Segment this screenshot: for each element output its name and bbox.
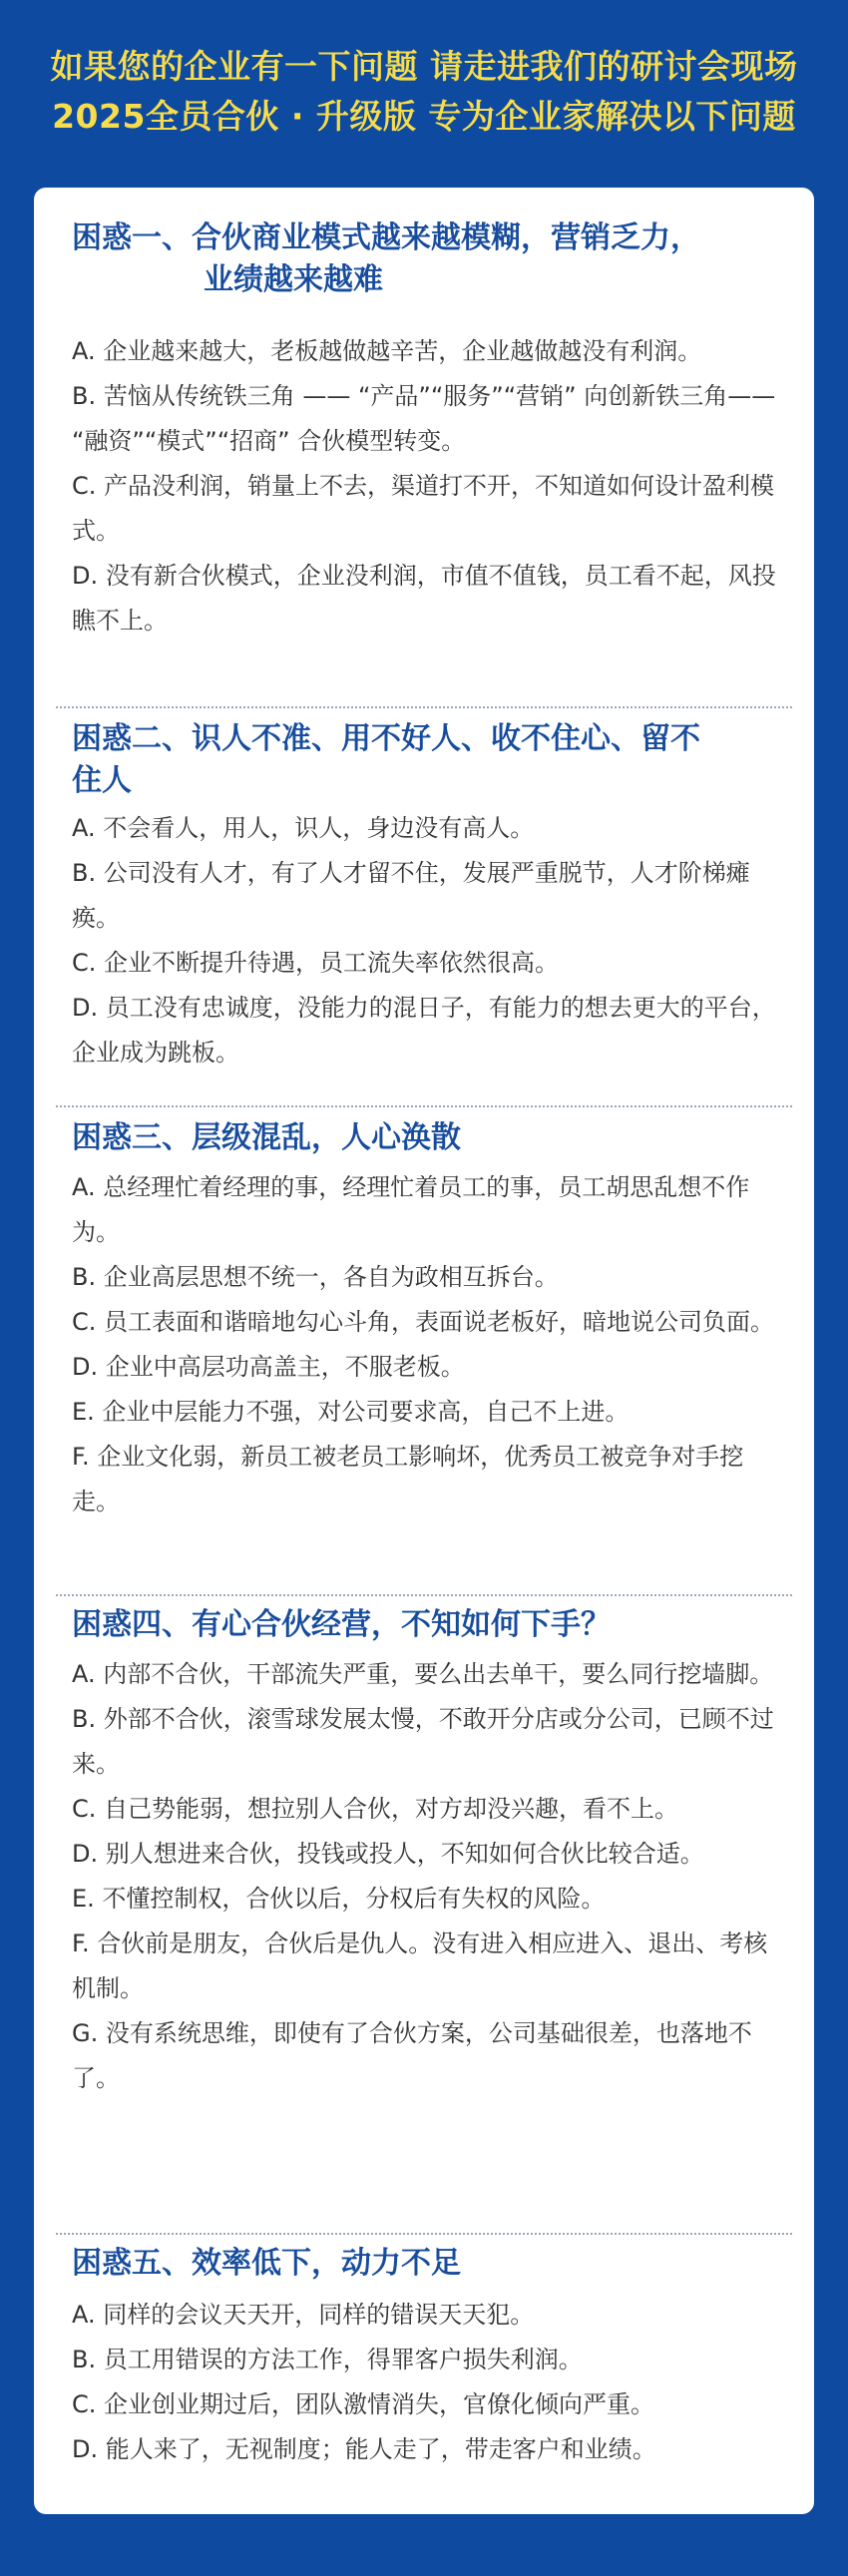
section-4-items [72,1652,782,2101]
list-item: D. 没有新合伙模式，企业没利润，市值不值钱，员工看不起，风投瞧不上。 [72,562,776,635]
list-item: C. 企业不断提升待遇，员工流失率依然很高。 [72,949,560,977]
list-item: D. 员工没有忠诚度，没能力的混日子，有能力的想去更大的平台，企业成为跳板。 [72,994,776,1067]
header-line-1: 如果您的企业有一下问题 请走进我们的研讨会现场 [50,47,798,86]
section-1-items [72,329,782,644]
section-3-title: 困惑三、层级混乱，人心涣散 [72,1120,461,1155]
section-divider [56,706,792,708]
section-divider [56,2233,792,2235]
section-2-items [72,806,782,1075]
section-4-title: 困惑四、有心合伙经营，不知如何下手？ [72,1607,611,1642]
section-1-title [72,217,780,301]
list-item: A. 同样的会议天天开，同样的错误天天犯。 [72,2301,535,2329]
list-item: B. 员工用错误的方法工作，得罪客户损失利润。 [72,2346,583,2373]
section-1-title-line-2: 业绩越来越难 [204,262,383,297]
section-5-items [72,2293,782,2472]
content-card [34,188,814,2514]
list-item: C. 员工表面和谐暗地勾心斗角，表面说老板好，暗地说公司负面。 [72,1308,775,1336]
section-2-title-line-1: 困惑二、识人不准、用不好人、收不住心、留不 [72,721,700,756]
list-item: A. 内部不合伙，干部流失严重，要么出去单干，要么同行挖墙脚。 [72,1660,774,1688]
page-header [0,42,848,142]
list-item: E. 不懂控制权，合伙以后，分权后有失权的风险。 [72,1885,606,1913]
list-item: F. 合伙前是朋友，合伙后是仇人。没有进入相应进入、退出、考核机制。 [72,1930,768,2002]
list-item: D. 能人来了，无视制度；能人走了，带走客户和业绩。 [72,2435,656,2463]
section-2-title-line-2: 住人 [72,763,132,798]
list-item: A. 企业越来越大，老板越做越辛苦，企业越做越没有利润。 [72,337,702,365]
list-item: B. 公司没有人才，有了人才留不住，发展严重脱节，人才阶梯瘫痪。 [72,859,750,932]
list-item: D. 别人想进来合伙，投钱或投人，不知如何合伙比较合适。 [72,1840,704,1868]
list-item: C. 自己势能弱，想拉别人合伙，对方却没兴趣，看不上。 [72,1795,679,1823]
section-3-items [72,1165,782,1524]
section-divider [56,1594,792,1596]
header-line-2: 2025全员合伙 · 升级版 专为企业家解决以下问题 [52,97,796,136]
list-item: C. 产品没利润，销量上不去，渠道打不开，不知道如何设计盈利模式。 [72,472,775,545]
list-item: A. 不会看人，用人，识人，身边没有高人。 [72,814,535,842]
list-item: A. 总经理忙着经理的事，经理忙着员工的事，员工胡思乱想不作为。 [72,1173,750,1246]
list-item: B. 苦恼从传统铁三角 —— “产品”“服务”“营销” 向创新铁三角—— “融资”“模式”“招商” 合伙模型转变。 [72,382,776,455]
section-1-title-line-1: 困惑一、合伙商业模式越来越模糊，营销乏力， [72,220,700,255]
section-2-title [72,718,780,802]
list-item: B. 外部不合伙，滚雪球发展太慢，不敢开分店或分公司，已顾不过来。 [72,1705,774,1778]
list-item: B. 企业高层思想不统一，各自为政相互拆台。 [72,1263,559,1291]
list-item: D. 企业中高层功高盖主，不服老板。 [72,1353,465,1381]
list-item: F. 企业文化弱，新员工被老员工影响坏，优秀员工被竞争对手挖走。 [72,1443,744,1515]
list-item: C. 企业创业期过后，团队激情消失，官僚化倾向严重。 [72,2390,655,2418]
section-divider [56,1105,792,1107]
list-item: G. 没有系统思维，即使有了合伙方案，公司基础很差，也落地不了。 [72,2019,752,2092]
section-5-title: 困惑五、效率低下，动力不足 [72,2246,461,2281]
list-item: E. 企业中层能力不强，对公司要求高，自己不上进。 [72,1398,630,1426]
